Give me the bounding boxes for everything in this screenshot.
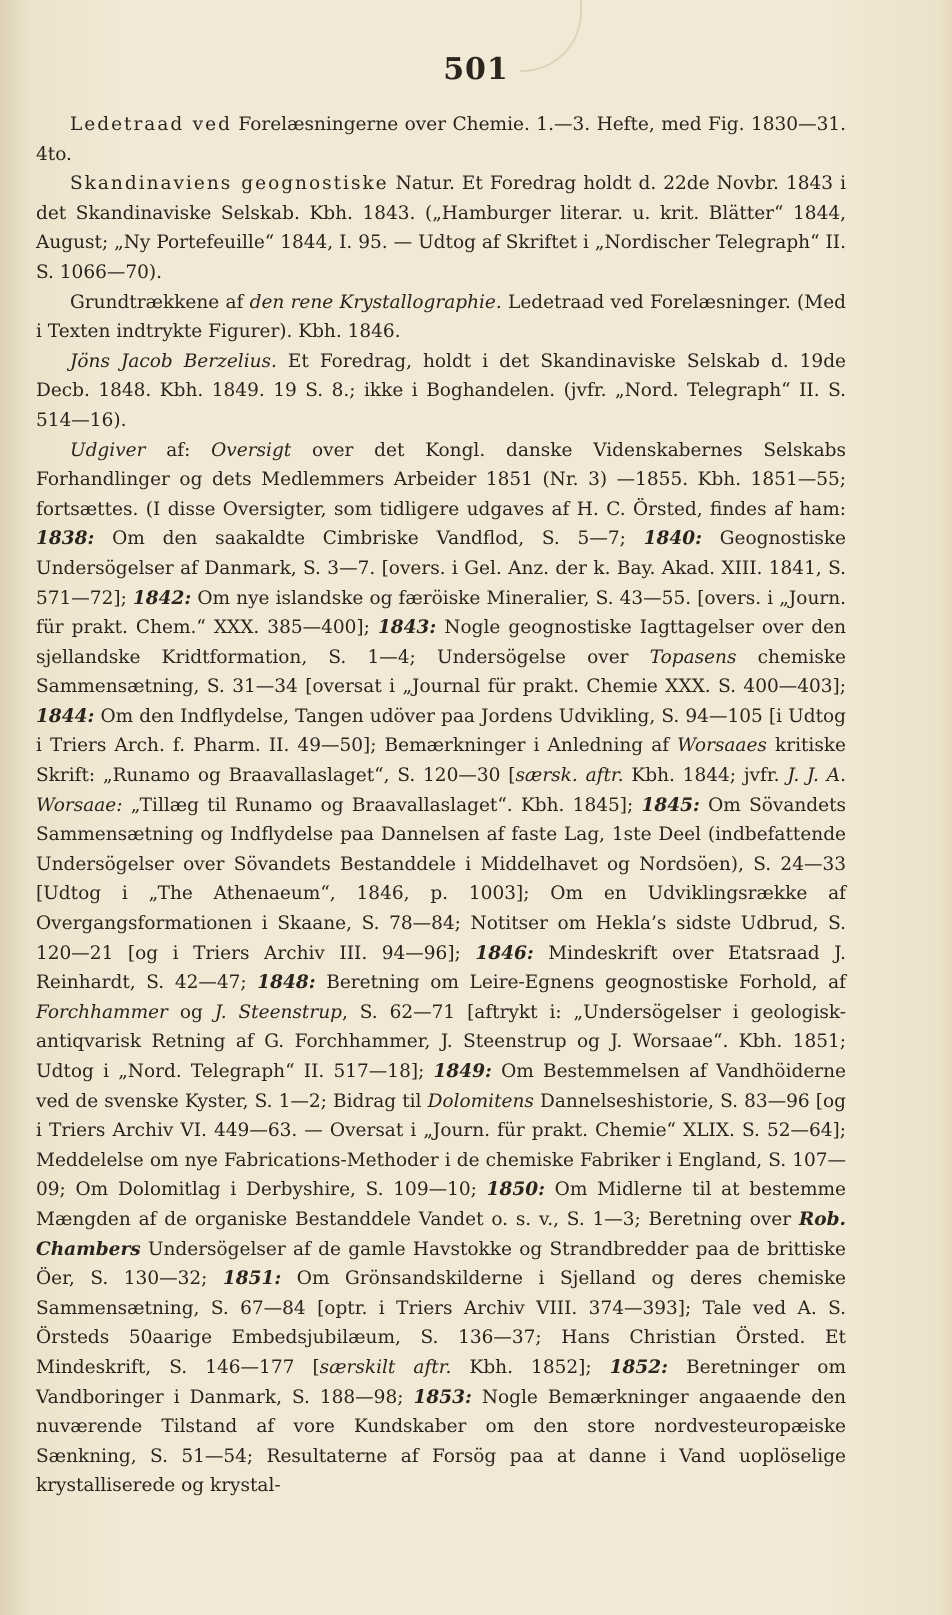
entry-text-segment: Forchhammer — [36, 1001, 168, 1023]
entry-text-segment: Forelæsningerne over Chemie. 1.—3. Hefte, med Fig. 1830—31. 4to. — [36, 114, 846, 165]
entry-text-segment: 1851: — [222, 1268, 282, 1290]
entry-text-segment: Mindeskrift over Etatsraad J. Reinhardt, S. 42—47; — [36, 942, 847, 994]
entry-text-segment: „Tillæg til Runamo og Braavallaslaget“. Kbh. 1845]; — [122, 794, 642, 816]
entry-text-segment: Geognostiske Undersögelser af Danmark, S. 3—7. [overs. i Gel. Anz. der k. Bay. Akad. XIII. 1841, S. 571—72]; — [36, 528, 846, 609]
entry-text-segment: 1844: — [36, 705, 95, 727]
entry-text-segment: Om Midlerne til at bestemme Mængden af de organiske Bestanddele Vandet o. s. v., S. 1—3; Beretning over — [36, 1179, 846, 1230]
bibliography-entry — [36, 347, 846, 436]
entry-text-segment: Ledetraad ved — [70, 114, 232, 135]
entry-text-segment: Jöns Jacob Berzelius. — [70, 350, 277, 372]
entry-text-segment: 1838: — [36, 528, 95, 550]
page-number: 501 — [443, 52, 509, 87]
entry-text-segment: Nogle Bemærkninger angaaende den nuværende Tilstand af vore Kundskaber om den store nordvesteuropæiske Sænkning, S. 51—54; Resultaterne af Forsög paa at danne i Vand uoplöselige krystalliserede og krystal- — [36, 1386, 847, 1497]
entry-text-segment: 1840: — [643, 528, 702, 550]
page-body-text — [36, 110, 846, 1501]
entry-text-segment: Om Grönsandskilderne i Sjelland og deres chemiske Sammensætning, S. 67—84 [optr. i Triers Archiv VIII. 374—393]; Tale ved A. S. Örsteds 50aarige Embedsjubilæum, S. 136—37; Hans Christian Örsted. Et Mindeskrift, S. 146—177 [ — [36, 1268, 846, 1378]
entry-text-segment: Ledetraad ved Forelæsninger. (Med i Texten indtrykte Figurer). Kbh. 1846. — [36, 291, 846, 343]
entry-text-segment: Worsaaes — [677, 735, 767, 757]
entry-text-segment: 1843: — [377, 617, 437, 639]
entry-text-segment: Kbh. 1844; jvfr. — [623, 765, 788, 787]
entry-text-segment: chemiske Sammensætning, S. 31—34 [oversat i „Journal für prakt. Chemie XXX. S. 400—403]; — [36, 646, 847, 698]
entry-text-segment: Beretninger om Vandboringer i Danmark, S. 188—98; — [36, 1356, 846, 1408]
entry-text-segment: 1849: — [433, 1061, 492, 1082]
entry-text-segment: over det Kongl. danske Videnskabernes Selskabs Forhandlinger og dets Medlemmers Arbeider 1851 (Nr. 3) —1855. Kbh. 1851—55; fortsættes. (I disse Oversigter, som tidligere udgaves af H. C. Örsted, findes af ham: — [36, 439, 846, 520]
entry-text-segment: Dannelseshistorie, S. 83—96 [og i Triers Archiv VI. 449—63. — Oversat i „Journ. für prakt. Chemie“ XLIX. S. 52—64]; Meddelelse om nye Fabrications-Methoder i de chemiske Fabriker i England, S. 107—09; Om Dolomitlag i Derbyshire, S. 109—10; — [36, 1090, 846, 1201]
entry-text-segment: Om nye islandske og færöiske Mineralier, S. 43—55. [overs. i „Journ. für prakt. Chem.“ XXX. 385—400]; — [36, 587, 846, 639]
bibliography-entry — [36, 110, 846, 169]
entry-text-segment: Kbh. 1852]; — [451, 1356, 610, 1378]
bibliography-entry — [36, 436, 846, 1501]
entry-text-segment: J. J. A. Worsaae: — [36, 765, 846, 816]
entry-text-segment: af: — [145, 439, 212, 461]
entry-text-segment: Om Bestemmelsen af Vandhöiderne ved de svenske Kyster, S. 1—2; Bidrag til — [36, 1061, 846, 1112]
entry-text-segment: Natur. Et Foredrag holdt d. 22de Novbr. 1843 i det Skandinaviske Selskab. Kbh. 1843. („Hamburger literar. u. krit. Blätter“ 1844, August; „Ny Portefeuille“ 1844, I. 95. — Udtog af Skriftet i „Nordischer Telegraph“ II. S. 1066—70). — [36, 173, 846, 283]
entry-text-segment: Dolomitens — [427, 1090, 534, 1112]
entry-text-segment: 1846: — [475, 942, 534, 964]
entry-text-segment: Nogle geognostiske Iagttagelser over den sjellandske Kridtformation, S. 1—4; Undersögelse over — [36, 617, 846, 668]
entry-text-segment: Undersögelser af de gamle Havstokke og Strandbredder paa de brittiske Öer, S. 130—32; — [36, 1238, 846, 1290]
entry-text-segment: Om den saakaldte Cimbriske Vandflod, S. 5—7; — [94, 528, 644, 550]
entry-text-segment: den rene Krystallographie. — [249, 291, 502, 313]
entry-text-segment: , S. 62—71 [aftrykt i: „Undersögelser i geologisk-antiqvarisk Retning af G. Forchhammer, J. Steenstrup og J. Worsaae“. Kbh. 1851; Udtog i „Nord. Telegraph“ II. 517—18]; — [36, 1001, 846, 1082]
entry-text-segment: Beretning om Leire-Egnens geognostiske Forhold, af — [315, 972, 846, 994]
entry-text-segment: 1848: — [257, 972, 316, 994]
entry-text-segment: kritiske Skrift: „Runamo og Braavallaslaget“, S. 120—30 [ — [36, 735, 846, 787]
bibliography-entry — [36, 288, 846, 347]
entry-text-segment: Et Foredrag, holdt i det Skandinaviske Selskab d. 19de Decb. 1848. Kbh. 1849. 19 S. 8.; ikke i Boghandelen. (jvfr. „Nord. Telegraph“ II. S. 514—16). — [36, 350, 846, 431]
entry-text-segment: 1842: — [132, 587, 192, 609]
entry-text-segment: 1850: — [486, 1179, 545, 1201]
entry-text-segment: Grundtrækkene af — [70, 291, 250, 313]
entry-text-segment: Om den Indflydelse, Tangen udöver paa Jordens Udvikling, S. 94—105 [i Udtog i Triers Arch. f. Pharm. II. 49—50]; Bemærkninger i Anledning af — [36, 705, 846, 757]
entry-text-segment: 1853: — [413, 1386, 472, 1408]
entry-text-segment: Rob. Chambers — [36, 1208, 846, 1260]
entry-text-segment: J. Steenstrup — [214, 1001, 342, 1023]
bibliography-entry — [36, 169, 846, 287]
entry-text-segment: Oversigt — [211, 439, 292, 461]
entry-text-segment: særsk. aftr. — [515, 765, 624, 787]
entry-text-segment: Topasens — [649, 646, 737, 668]
entry-text-segment: særskilt aftr. — [319, 1356, 452, 1378]
entry-text-segment: 1852: — [609, 1356, 668, 1378]
entry-text-segment: Om Sövandets Sammensætning og Indflydelse paa Dannelsen af faste Lag, 1ste Deel (indbefattende Undersögelser over Sövandets Bestanddele i Middelhavet og Nordsöen), S. 24—33 [Udtog i „The Athenaeum“, 1846, p. 1003]; Om en Udviklingsrække af Overgangsformationen i Skaane, S. 78—84; Notitser om Hekla’s sidste Udbrud, S. 120—21 [og i Triers Archiv III. 94—96]; — [36, 794, 846, 964]
entry-text-segment: og — [167, 1001, 215, 1023]
entry-text-segment: Udgiver — [70, 439, 146, 461]
entry-text-segment: 1845: — [641, 794, 700, 816]
entry-text-segment: Skandinaviens geognostiske — [70, 173, 389, 195]
